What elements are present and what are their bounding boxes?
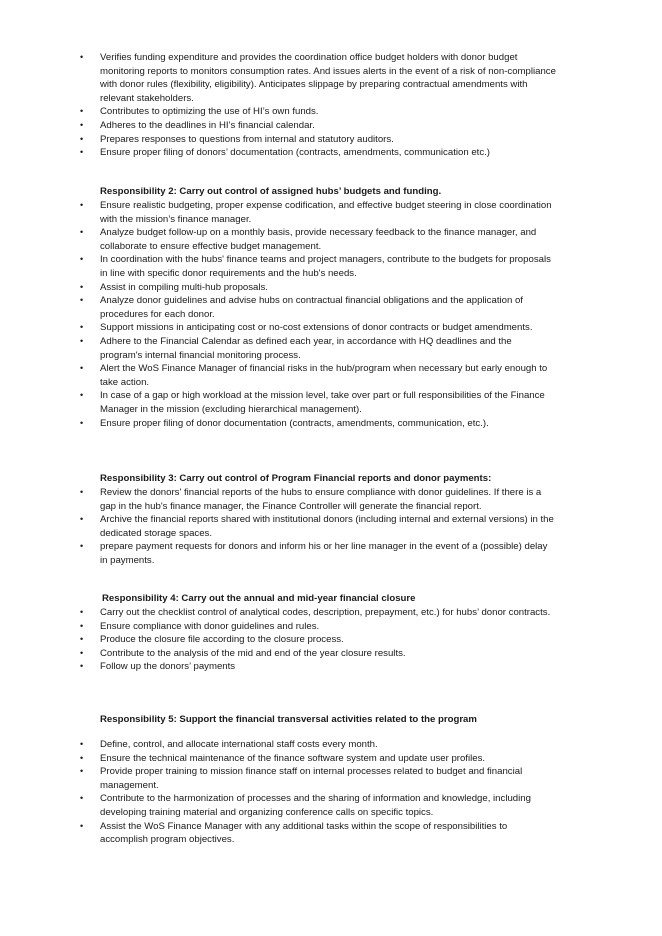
list-item: [76, 335, 556, 362]
bullet-icon: •: [80, 620, 84, 631]
responsibility-3-list: [76, 486, 556, 568]
responsibility-2-section: [76, 199, 556, 430]
list-item-text: Ensure proper filing of donor documentation (contracts, amendments, communication, etc.).: [100, 417, 489, 429]
bullet-icon: •: [80, 147, 84, 158]
bullet-icon: •: [80, 322, 84, 333]
list-item-text: Analyze budget follow-up on a monthly basis, provide necessary feedback to the finance manager, and collaborate to ensure effective budget management.: [100, 227, 537, 252]
list-item-text: Produce the closure file according to the closure process.: [100, 634, 344, 646]
bullet-icon: •: [80, 634, 84, 645]
list-item: [76, 105, 556, 119]
list-item: [76, 765, 556, 792]
responsibility-2-heading: Responsibility 2: Carry out control of assigned hubs’ budgets and funding.: [100, 186, 442, 197]
list-item: [76, 752, 556, 766]
list-item-text: Ensure the technical maintenance of the finance software system and update user profiles.: [100, 752, 486, 764]
responsibility-5-heading: Responsibility 5: Support the financial transversal activities related to the program: [100, 714, 477, 725]
list-item-text: Contribute to the analysis of the mid and end of the year closure results.: [100, 647, 406, 659]
list-item: [76, 820, 556, 847]
list-item-text: Contributes to optimizing the use of HI’s own funds.: [100, 106, 319, 118]
bullet-icon: •: [80, 200, 84, 210]
list-item: [76, 226, 556, 253]
intro-section: [76, 51, 556, 160]
bullet-icon: •: [80, 133, 84, 144]
list-item-text: Alert the WoS Finance Manager of financial risks in the hub/program when necessary but early enough to take action.: [100, 363, 548, 388]
responsibility-5-list: [76, 738, 556, 847]
list-item-text: Ensure proper filing of donors’ documentation (contracts, amendments, communication etc.): [100, 147, 490, 159]
list-item-text: Provide proper training to mission finance staff on internal processes related to budget and financial management.: [100, 766, 523, 791]
list-item: [76, 486, 556, 513]
bullet-icon: •: [80, 254, 84, 265]
list-item-text: In case of a gap or high workload at the mission level, take over part or full responsibilities of the Finance Manager in the mission (excluding hierarchical management).: [100, 390, 545, 415]
list-item: [76, 281, 556, 295]
list-item-text: Verifies funding expenditure and provides the coordination office budget holders with donor budget monitoring reports to monitors consumption rates. And issues alerts in the event of a risk of non-compliance with donor rules (flexibility, eligibility). Anticipates slippage by preparing contractual amendments with relevant stakeholders.: [100, 52, 556, 104]
list-item: [76, 660, 556, 674]
bullet-icon: •: [80, 752, 84, 763]
list-item: [76, 321, 556, 335]
list-item-text: Prepares responses to questions from internal and statutory auditors.: [100, 133, 394, 145]
list-item: [76, 253, 556, 280]
list-item-text: Define, control, and allocate international staff costs every month.: [100, 739, 378, 750]
list-item-text: Support missions in anticipating cost or no-cost extensions of donor contracts or budget amendments.: [100, 322, 533, 334]
list-item-text: Adhere to the Financial Calendar as defined each year, in accordance with HQ deadlines and the program's internal financial monitoring process.: [100, 335, 512, 361]
list-item-text: Ensure compliance with donor guidelines and rules.: [100, 620, 320, 632]
bullet-icon: •: [80, 487, 84, 497]
bullet-icon: •: [80, 227, 84, 238]
bullet-icon: •: [80, 417, 84, 428]
list-item: [76, 620, 556, 634]
list-item-text: Contribute to the harmonization of processes and the sharing of information and knowledge, including developing training material and organizing conference calls on specific topics.: [100, 793, 531, 818]
list-item: [76, 540, 556, 567]
bullet-icon: •: [80, 647, 84, 658]
list-item-text: Analyze donor guidelines and advise hubs on contractual financial obligations and the application of procedures for each donor.: [100, 295, 523, 320]
bullet-icon: •: [80, 820, 84, 831]
list-item-text: In coordination with the hubs' finance teams and project managers, contribute to the budgets for proposals in line with specific donor requirements and the hub's needs.: [100, 254, 551, 279]
intro-list: [76, 51, 556, 160]
list-item: [76, 647, 556, 661]
list-item-text: prepare payment requests for donors and inform his or her line manager in the event of a (possible) delay in payments.: [100, 541, 548, 566]
list-item: [76, 362, 556, 389]
list-item: [76, 199, 556, 226]
list-item-text: Follow up the donors’ payments: [100, 661, 236, 673]
list-item-text: Assist in compiling multi-hub proposals.: [100, 281, 268, 293]
bullet-icon: •: [80, 295, 84, 306]
responsibility-3-heading: Responsibility 3: Carry out control of Program Financial reports and donor payments:: [100, 473, 492, 484]
bullet-icon: •: [80, 390, 84, 401]
bullet-icon: •: [80, 607, 84, 617]
bullet-icon: •: [80, 106, 84, 117]
list-item-text: Archive the financial reports shared with institutional donors (including internal and external versions) in the dedicated storage spaces.: [100, 514, 554, 539]
responsibility-4-heading: Responsibility 4: Carry out the annual and mid-year financial closure: [102, 593, 416, 604]
responsibility-3-section: [76, 486, 556, 568]
list-item: [76, 513, 556, 540]
responsibility-2-list: [76, 199, 556, 430]
bullet-icon: •: [80, 52, 84, 62]
list-item: [76, 294, 556, 321]
bullet-icon: •: [80, 119, 84, 130]
list-item-text: Carry out the checklist control of analytical codes, description, prepayment, etc.) for hubs’ donor contracts.: [100, 607, 551, 618]
list-item: [76, 792, 556, 819]
bullet-icon: •: [80, 363, 84, 374]
bullet-icon: •: [80, 766, 84, 777]
list-item-text: Adheres to the deadlines in HI’s financial calendar.: [100, 119, 315, 131]
responsibility-5-section: [76, 738, 556, 847]
responsibility-4-section: [76, 606, 556, 674]
list-item: [76, 633, 556, 647]
list-item-text: Review the donors' financial reports of the hubs to ensure compliance with donor guidelines. If there is a gap in the hub's finance manager, the Finance Controller will generate the financial report.: [100, 487, 542, 512]
list-item-text: Ensure realistic budgeting, proper expense codification, and effective budget steering in close coordination with the mission’s finance manager.: [100, 200, 552, 225]
bullet-icon: •: [80, 514, 84, 525]
list-item: [76, 389, 556, 416]
list-item: [76, 51, 556, 105]
bullet-icon: •: [80, 739, 84, 749]
list-item: [76, 606, 556, 620]
list-item: [76, 119, 556, 133]
list-item: [76, 146, 556, 160]
list-item: [76, 738, 556, 752]
bullet-icon: •: [80, 661, 84, 672]
list-item: [76, 133, 556, 147]
responsibility-4-list: [76, 606, 556, 674]
bullet-icon: •: [80, 793, 84, 804]
bullet-icon: •: [80, 281, 84, 292]
bullet-icon: •: [80, 335, 84, 346]
list-item: [76, 417, 556, 431]
list-item-text: Assist the WoS Finance Manager with any additional tasks within the scope of responsibilities to accomplish program objectives.: [100, 820, 508, 846]
bullet-icon: •: [80, 541, 84, 552]
